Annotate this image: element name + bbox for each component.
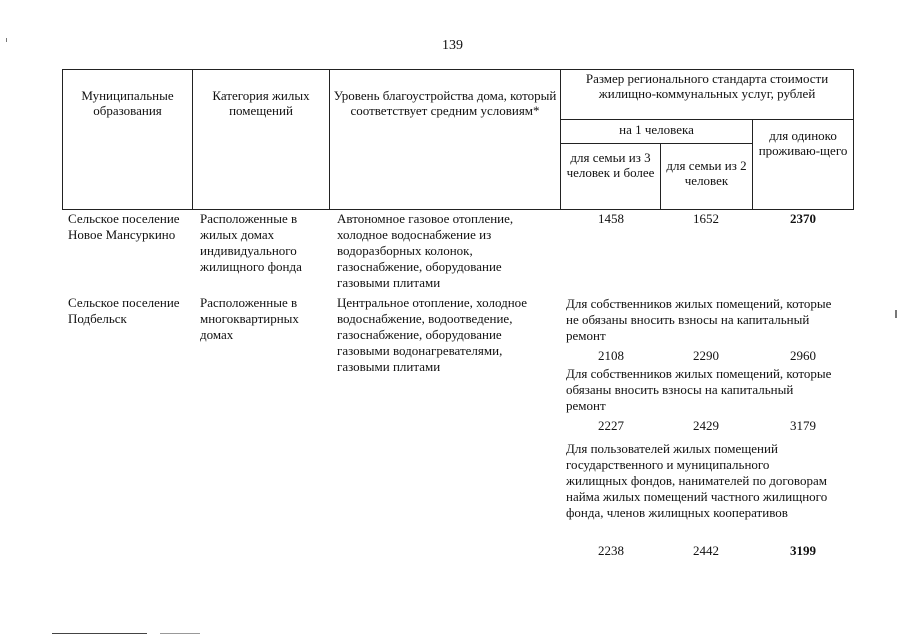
- bottom-rule: [160, 633, 200, 634]
- row2-group2-label: Для собственников жилых помещений, которые обязаны вносить взносы на капитальный ремонт: [566, 366, 832, 413]
- row2-group2-family2: 2429: [693, 418, 719, 433]
- header-category: Категория жилых помещений: [193, 70, 330, 210]
- header-family2: для семьи из 2 человек: [661, 144, 753, 210]
- table-header: [62, 69, 854, 210]
- header-single: для одиноко проживаю-щего: [753, 120, 854, 210]
- row2-group3-family2: 2442: [693, 543, 719, 558]
- bottom-rule: [52, 633, 147, 634]
- row1-family2: 1652: [693, 211, 719, 226]
- scan-speck: [895, 310, 897, 318]
- row2-municipality: Сельское поселение Подбельск: [68, 295, 180, 326]
- row2-group3-single: 3199: [790, 543, 816, 558]
- row1-category: Расположенные в жилых домах индивидуального жилищного фонда: [200, 211, 302, 274]
- row2-group2-family3: 2227: [598, 418, 624, 433]
- row2-group1-label: Для собственников жилых помещений, которые не обязаны вносить взносы на капитальный ремонт: [566, 296, 832, 343]
- row1-level: Автономное газовое отопление, холодное водоснабжение из водоразборных колонок, газоснабжение, оборудование газовыми плитами: [337, 211, 514, 290]
- row2-category: Расположенные в многоквартирных домах: [200, 295, 299, 342]
- row1-single: 2370: [790, 211, 816, 226]
- header-size-group: Размер регионального стандарта стоимости жилищно-коммунальных услуг, рублей: [561, 70, 854, 120]
- page-number: 139: [442, 38, 463, 53]
- row1-municipality: Сельское поселение Новое Мансуркино: [68, 211, 180, 242]
- header-per-person: на 1 человека: [561, 120, 753, 144]
- scan-speck: [6, 38, 7, 42]
- row2-group1-single: 2960: [790, 348, 816, 363]
- row2-group3-label: Для пользователей жилых помещений государственного и муниципального жилищных фондов, нанимателей по договорам найма жилых помещений частного жилищного фонда, членов жилищных кооперативов: [566, 441, 828, 520]
- header-level: Уровень благоустройства дома, который соответствует средним условиям*: [330, 70, 561, 210]
- row2-group2-single: 3179: [790, 418, 816, 433]
- header-family3: для семьи из 3 человек и более: [561, 144, 661, 210]
- row2-group1-family2: 2290: [693, 348, 719, 363]
- row2-group3-family3: 2238: [598, 543, 624, 558]
- row2-group1-family3: 2108: [598, 348, 624, 363]
- row2-level: Центральное отопление, холодное водоснабжение, водоотведение, газоснабжение, оборудование газовыми водонагревателями, газовыми плитами: [337, 295, 528, 374]
- row1-family3: 1458: [598, 211, 624, 226]
- header-municipality: Муниципальные образования: [63, 70, 193, 210]
